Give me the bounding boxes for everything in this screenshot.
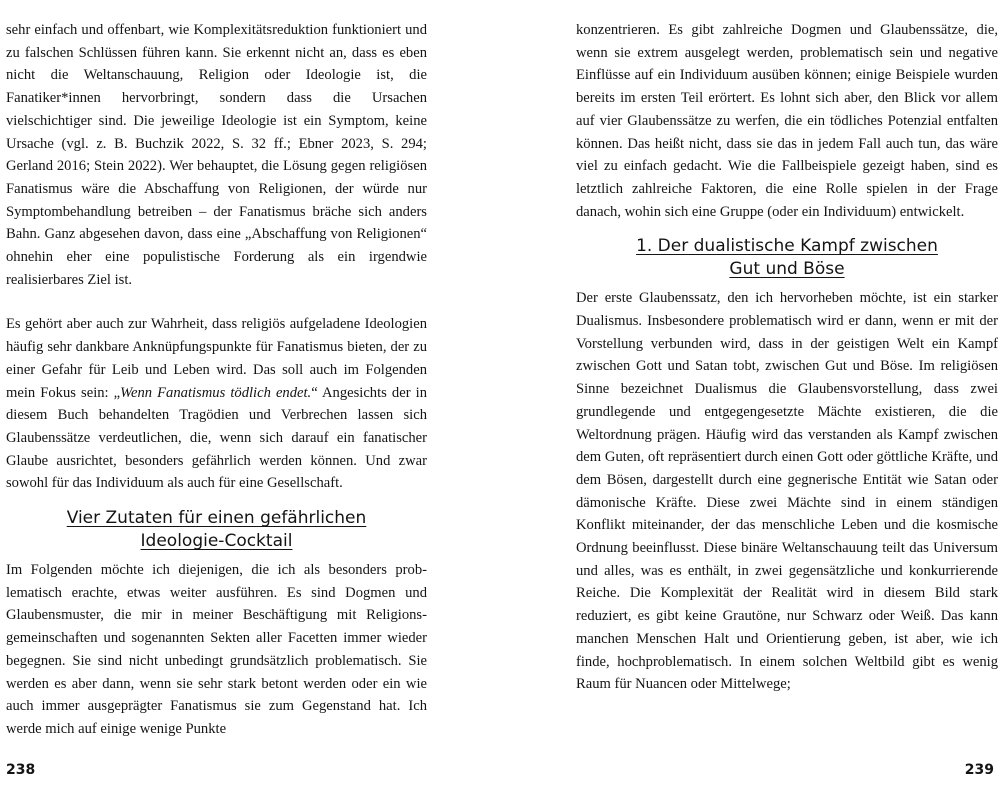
section-heading <box>576 235 998 281</box>
heading-line: Ideologie-Cocktail <box>140 531 293 552</box>
left-text-column <box>6 19 427 741</box>
paragraph: sehr einfach und offenbart, wie Komplexitätsreduktion funktioniert und zu falschen Schlüssen führen kann. Sie erkennt nicht an, dass es eben nicht die Weltanschauung, Religion oder Ideologie ist, die Fanatiker*innen hervorbringt, sondern dass die Ursachen vielschichtiger sind. Die jeweilige Ideologie ist ein Symptom, keine Ursache (vgl. z. B. Buchzik 2022, S. 32 ff.; Ebner 2023, S. 294; Gerland 2016; Stein 2022). Wer behauptet, die Lösung gegen religiösen Fanatismus wäre die Abschaffung von Religionen, der würde nur Symptombehandlung betreiben – der Fanatismus bräche sich anders Bahn. Ganz abgesehen davon, dass eine „Abschaffung von Religionen“ ohnehin eher eine populistische Forderung als ein irgendwie realisierbares Ziel ist. <box>6 22 427 288</box>
paragraph <box>6 313 427 495</box>
paragraph-text: Es gehört aber auch zur Wahrheit, dass religiös aufgeladene Ideologien häufig sehr dankbare Anknüpfungspunkte für Fanatismus bieten, der zu einer Gefahr für Leib und Leben wird. Das soll auch im Folgenden mein Fokus sein: „ <box>6 316 427 401</box>
section-heading <box>6 507 427 553</box>
page-number: 239 <box>964 762 994 778</box>
heading-line: 1. Der dualistische Kampf zwischen <box>636 236 938 257</box>
right-page <box>510 0 1000 800</box>
paragraph: Der erste Glaubenssatz, den ich hervorheben möchte, ist ein starker Dualismus. Insbesondere problematisch wird er dann, wenn er mit der Vorstellung verbunden wird, dass in der geistigen Welt ein Kampf zwischen Gott und Satan tobt, zwischen Gut und Böse. Im religiösen Sinne bezeichnet Dualismus die Glaubensvorstellung, dass zwei grundlegende und entgegengesetzte Mächte existieren, die die Weltordnung prägen. Häufig wird das verstanden als Kampf zwischen dem Guten, oft repräsentiert durch einen Gott oder göttliche Kräfte, und dem Bösen, dargestellt durch eine gegnerische Entität wie Satan oder dämonische Kräfte. Diese zwei Mächte sind in einem ständigen Konflikt miteinander, der das menschliche Leben und die kosmische Ordnung beeinflusst. Diese binäre Weltanschauung teilt das Universum und alles, was es enthält, in zwei gegensätzliche und konkurrierende Reiche. Die Komplexität der Realität wird in diesem Bild stark reduziert, es gibt keine Grautöne, nur Schwarz oder Weiß. Das kann manchen Menschen Halt und Orientierung geben, ist aber, wie ich finde, hochproblematisch. In einem solchen Weltbild gibt es wenig Raum für Nuancen oder Mittelwege; <box>576 290 998 693</box>
paragraph-text: “ Angesichts der in diesem Buch behandelten Tragödien und Verbrechen lassen sich Glaubenssätze verdeutlichen, die, wenn sich darauf ein fanatischer Glaube ausrichtet, besonders gefährlich werden können. Und zwar sowohl für das Individuum als auch für eine Gesellschaft. <box>6 384 427 492</box>
page-number: 238 <box>6 762 36 778</box>
paragraph: konzentrieren. Es gibt zahlreiche Dogmen und Glaubenssätze, die, wenn sie extrem ausgelegt werden, problematisch sein und negative Einflüsse auf ein Individuum ausüben können; einige Beispiele wurden bereits im ersten Teil erörtert. Es lohnt sich aber, den Blick vor allem auf vier Glaubenssätze zu werfen, die ein tödliches Potenzial entfalten können. Das heißt nicht, dass sie das in jedem Fall auch tun, das wäre viel zu einfach gedacht. Wie die Fallbeispiele gezeigt haben, sind es letztlich zahlreiche Faktoren, die eine Rolle spielen in der Frage danach, wohin sich eine Gruppe (oder ein Individuum) entwickelt. <box>576 22 998 220</box>
heading-line: Gut und Böse <box>729 259 845 280</box>
quoted-title: Wenn Fanatismus tödlich endet. <box>120 384 312 401</box>
paragraph: Im Folgenden möchte ich diejenigen, die ich als besonders problematisch erachte, etwas weiter ausführen. Es sind Dogmen und Glaubensmuster, die mir in meiner Beschäftigung mit Religionsgemeinschaften und sogenannten Sekten aller Facetten immer wieder begegnen. Sie sind nicht unbedingt grundsätzlich problematisch. Sie werden es aber dann, wenn sie sehr stark betont werden oder ein wie auch immer ausgeprägter Fanatismus sie zum Gegenstand hat. Ich werde mich auf einige wenige Punkte <box>6 562 427 737</box>
left-page <box>0 0 490 800</box>
right-text-column <box>576 19 998 696</box>
heading-line: Vier Zutaten für einen gefährlichen <box>66 508 367 529</box>
